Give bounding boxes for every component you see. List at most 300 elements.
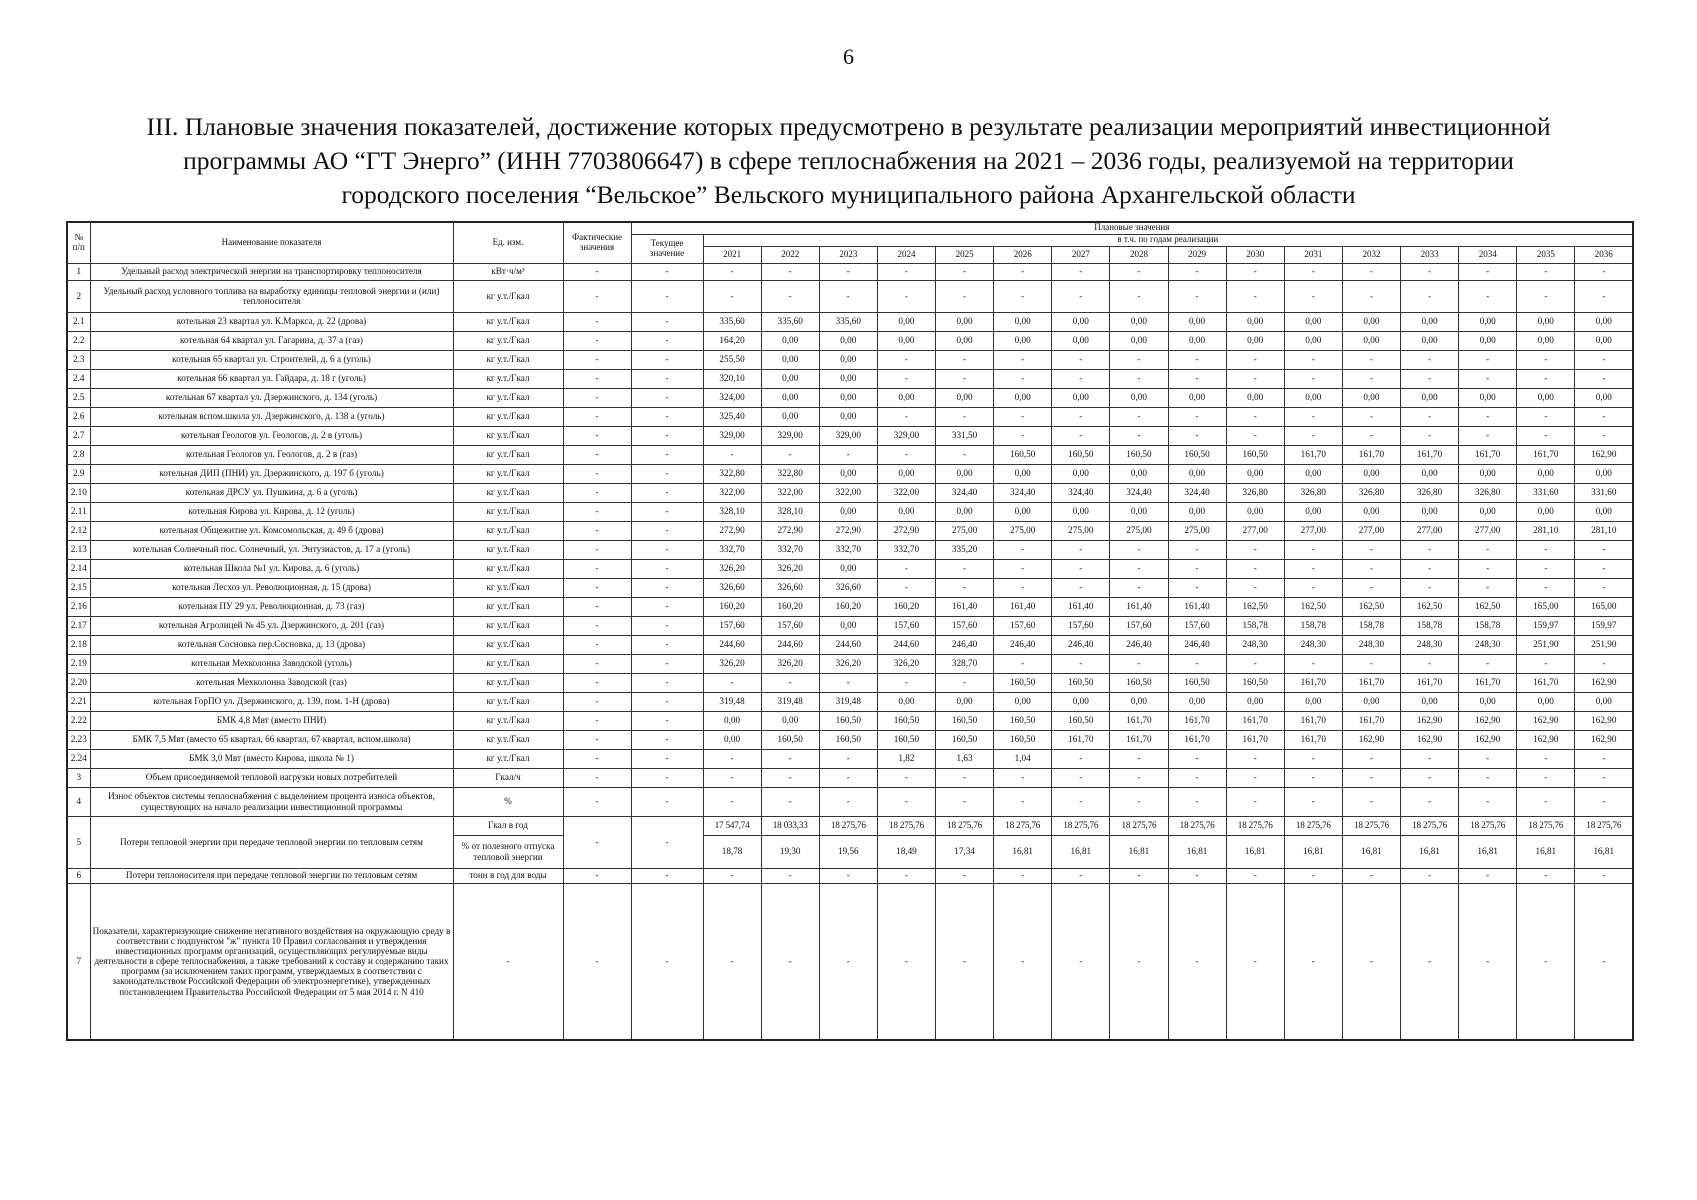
row-name: котельная 66 квартал ул. Гайдара, д. 18 г (уголь) <box>90 369 453 388</box>
row-value: - <box>819 749 877 768</box>
row-value: 0,00 <box>1459 312 1517 331</box>
header-current: Текущее значение <box>631 234 703 263</box>
row-value: - <box>877 263 935 280</box>
row-value: 0,00 <box>994 464 1052 483</box>
row-current: - <box>631 483 703 502</box>
row-actual: - <box>563 787 631 816</box>
row-value: - <box>1110 407 1168 426</box>
table-row <box>67 350 1633 369</box>
row-value: 0,00 <box>1401 312 1459 331</box>
row-value: 326,20 <box>877 654 935 673</box>
row-value: - <box>1052 280 1110 312</box>
row-value: 18 275,76 <box>1168 816 1226 835</box>
row-value: - <box>1168 787 1226 816</box>
row-value: - <box>994 883 1052 1040</box>
row-value: 326,80 <box>1401 483 1459 502</box>
row-value: 160,50 <box>1052 711 1110 730</box>
row-name: котельная 23 квартал ул. К.Маркса, д. 22 (дрова) <box>90 312 453 331</box>
row-value: 160,50 <box>936 730 994 749</box>
row-value: 328,70 <box>936 654 994 673</box>
row-value: - <box>1168 654 1226 673</box>
row-value: 1,04 <box>994 749 1052 768</box>
row-value: - <box>1575 559 1633 578</box>
table-row <box>67 616 1633 635</box>
row-current: - <box>631 521 703 540</box>
row-value: 161,70 <box>1401 445 1459 464</box>
row-value: 326,60 <box>819 578 877 597</box>
row-actual: - <box>563 312 631 331</box>
row-value: 0,00 <box>1110 692 1168 711</box>
row-value: 160,50 <box>1110 445 1168 464</box>
row-current: - <box>631 816 703 868</box>
row-value: - <box>1110 768 1168 787</box>
row-number: 2.21 <box>67 692 90 711</box>
row-value: 335,60 <box>819 312 877 331</box>
row-value: 160,20 <box>761 597 819 616</box>
row-current: - <box>631 730 703 749</box>
row-current: - <box>631 263 703 280</box>
row-unit: кг у.т./Гкал <box>453 350 563 369</box>
row-value: - <box>994 540 1052 559</box>
row-value: - <box>1168 540 1226 559</box>
row-value: 332,70 <box>761 540 819 559</box>
row-current: - <box>631 280 703 312</box>
row-current: - <box>631 883 703 1040</box>
row-current: - <box>631 578 703 597</box>
row-value: - <box>1342 787 1400 816</box>
header-year: 2027 <box>1052 246 1110 263</box>
row-value: 0,00 <box>936 692 994 711</box>
row-value: 162,50 <box>1284 597 1342 616</box>
row-value: 158,78 <box>1226 616 1284 635</box>
row-value: 157,60 <box>994 616 1052 635</box>
row-actual: - <box>563 616 631 635</box>
row-value: 281,10 <box>1517 521 1575 540</box>
row-value: - <box>936 445 994 464</box>
row-value: - <box>1401 426 1459 445</box>
row-value: - <box>1459 407 1517 426</box>
row-actual: - <box>563 654 631 673</box>
row-value: - <box>877 768 935 787</box>
row-value: - <box>761 749 819 768</box>
row-value: - <box>819 868 877 883</box>
row-value: - <box>1226 369 1284 388</box>
row-value: 160,20 <box>819 597 877 616</box>
row-value: 275,00 <box>994 521 1052 540</box>
row-value: 326,20 <box>761 654 819 673</box>
row-value: 0,00 <box>1284 388 1342 407</box>
row-value: 157,60 <box>877 616 935 635</box>
row-value: 0,00 <box>761 350 819 369</box>
row-number: 2.23 <box>67 730 90 749</box>
row-value: 160,50 <box>1168 673 1226 692</box>
row-value: - <box>994 263 1052 280</box>
row-value: 160,50 <box>877 711 935 730</box>
row-value: 161,70 <box>1284 673 1342 692</box>
row-value: 0,00 <box>936 502 994 521</box>
row-value: 157,60 <box>936 616 994 635</box>
page-number: 6 <box>843 44 854 69</box>
row-unit: кг у.т./Гкал <box>453 280 563 312</box>
row-value: - <box>1052 654 1110 673</box>
row-value: - <box>1459 749 1517 768</box>
row-value: 19,30 <box>761 835 819 868</box>
row-value: 0,00 <box>1575 692 1633 711</box>
row-value: - <box>1052 426 1110 445</box>
row-value: 160,50 <box>1052 445 1110 464</box>
table-row <box>67 426 1633 445</box>
row-value: - <box>1401 559 1459 578</box>
row-value: - <box>1575 540 1633 559</box>
row-unit: кг у.т./Гкал <box>453 445 563 464</box>
row-value: - <box>1052 263 1110 280</box>
row-value: - <box>1226 578 1284 597</box>
row-value: 0,00 <box>761 369 819 388</box>
row-number: 2.2 <box>67 331 90 350</box>
row-value: 272,90 <box>761 521 819 540</box>
row-value: 0,00 <box>1517 692 1575 711</box>
row-value: - <box>994 768 1052 787</box>
row-value: 162,50 <box>1226 597 1284 616</box>
row-value: - <box>1052 407 1110 426</box>
row-value: - <box>1226 280 1284 312</box>
row-value: 0,00 <box>1401 464 1459 483</box>
row-value: 160,20 <box>877 597 935 616</box>
row-value: 16,81 <box>1342 835 1400 868</box>
row-value: 161,70 <box>1110 730 1168 749</box>
row-value: - <box>1226 426 1284 445</box>
row-value: - <box>1575 749 1633 768</box>
row-value: 248,30 <box>1459 635 1517 654</box>
row-value: 277,00 <box>1459 521 1517 540</box>
row-value: 162,90 <box>1575 730 1633 749</box>
row-number: 2.15 <box>67 578 90 597</box>
row-value: 0,00 <box>1110 331 1168 350</box>
row-name: котельная 64 квартал ул. Гагарина, д. 37 а (газ) <box>90 331 453 350</box>
row-value: 160,50 <box>994 730 1052 749</box>
row-value: 161,70 <box>1401 673 1459 692</box>
row-value: 0,00 <box>1575 464 1633 483</box>
row-value: - <box>1284 883 1342 1040</box>
row-name: котельная Солнечный пос. Солнечный, ул. Энтузиастов, д. 17 а (уголь) <box>90 540 453 559</box>
row-value: - <box>1342 426 1400 445</box>
row-unit: кг у.т./Гкал <box>453 407 563 426</box>
row-value: - <box>1110 749 1168 768</box>
row-value: 331,60 <box>1517 483 1575 502</box>
row-value: 16,81 <box>1459 835 1517 868</box>
row-name: Показатели, характеризующие снижение негативного воздействия на окружающую среду в соответствии с подпунктом "ж" пункта 10 Правил согласования и утверждения инвестиционных программ организаций, осуществляющих регулируемые виды деятельности в сфере теплоснабжения, а также требований к составу и содержанию таких программ (за исключением таких программ, утверждаемых в соответствии с законодательством Российской Федерации об электроэнергетике), утвержденных постановлением Правительства Российской Федерации от 5 мая 2014 г. N 410 <box>90 883 453 1040</box>
header-year: 2031 <box>1284 246 1342 263</box>
row-value: 0,00 <box>819 407 877 426</box>
row-value: - <box>877 369 935 388</box>
row-value: 158,78 <box>1401 616 1459 635</box>
header-year: 2032 <box>1342 246 1400 263</box>
row-actual: - <box>563 521 631 540</box>
row-number: 2 <box>67 280 90 312</box>
row-value: - <box>1168 883 1226 1040</box>
row-value: - <box>1284 280 1342 312</box>
row-value: - <box>1110 540 1168 559</box>
row-value: - <box>1575 787 1633 816</box>
row-value: 161,40 <box>994 597 1052 616</box>
row-value: - <box>994 787 1052 816</box>
row-value: - <box>1342 559 1400 578</box>
row-value: - <box>877 883 935 1040</box>
row-current: - <box>631 331 703 350</box>
row-value: 329,00 <box>703 426 761 445</box>
row-value: - <box>1342 350 1400 369</box>
row-unit: кг у.т./Гкал <box>453 502 563 521</box>
row-value: 324,40 <box>936 483 994 502</box>
row-value: 0,00 <box>1517 331 1575 350</box>
row-actual: - <box>563 692 631 711</box>
row-value: - <box>994 280 1052 312</box>
header-year: 2024 <box>877 246 935 263</box>
row-value: 322,00 <box>703 483 761 502</box>
row-value: - <box>1401 540 1459 559</box>
row-value: - <box>819 280 877 312</box>
row-value: - <box>936 578 994 597</box>
row-number: 2.8 <box>67 445 90 464</box>
row-value: 160,50 <box>1226 445 1284 464</box>
row-value: 0,00 <box>1226 464 1284 483</box>
row-value: - <box>994 559 1052 578</box>
row-value: - <box>1401 787 1459 816</box>
row-actual: - <box>563 280 631 312</box>
row-value: 0,00 <box>1342 388 1400 407</box>
row-value: 18 275,76 <box>1284 816 1342 835</box>
row-value: 0,00 <box>1052 464 1110 483</box>
row-value: 335,60 <box>761 312 819 331</box>
row-value: - <box>1052 787 1110 816</box>
row-name: Износ объектов системы теплоснабжения с выделением процента износа объектов, существующих на начало реализации инвестиционной программы <box>90 787 453 816</box>
row-value: 248,30 <box>1284 635 1342 654</box>
row-value: - <box>703 263 761 280</box>
row-value: 326,60 <box>761 578 819 597</box>
row-value: - <box>1517 578 1575 597</box>
row-number: 2.9 <box>67 464 90 483</box>
row-unit: кг у.т./Гкал <box>453 578 563 597</box>
row-actual: - <box>563 464 631 483</box>
row-value: 331,50 <box>936 426 994 445</box>
row-value: - <box>1168 280 1226 312</box>
row-value: 16,81 <box>994 835 1052 868</box>
row-value: - <box>1226 263 1284 280</box>
row-value: 319,48 <box>819 692 877 711</box>
row-value: - <box>1575 263 1633 280</box>
row-value: - <box>819 768 877 787</box>
header-actual: Фактические значения <box>563 222 631 263</box>
row-actual: - <box>563 502 631 521</box>
row-value: 165,00 <box>1575 597 1633 616</box>
row-current: - <box>631 426 703 445</box>
row-current: - <box>631 350 703 369</box>
table-row <box>67 483 1633 502</box>
row-value: - <box>1226 654 1284 673</box>
row-value: 0,00 <box>877 502 935 521</box>
row-name: котельная ДИП (ПНИ) ул. Дзержинского, д. 197 б (уголь) <box>90 464 453 483</box>
row-value: 0,00 <box>1459 331 1517 350</box>
row-value: - <box>1401 280 1459 312</box>
row-value: - <box>1459 787 1517 816</box>
row-value: 0,00 <box>819 502 877 521</box>
row-actual: - <box>563 331 631 350</box>
row-value: 16,81 <box>1284 835 1342 868</box>
row-actual: - <box>563 407 631 426</box>
row-value: 0,00 <box>1342 692 1400 711</box>
row-value: 246,40 <box>1168 635 1226 654</box>
row-value: 326,80 <box>1226 483 1284 502</box>
table-row <box>67 280 1633 312</box>
row-value: 0,00 <box>1168 464 1226 483</box>
row-value: 326,80 <box>1342 483 1400 502</box>
row-value: - <box>703 749 761 768</box>
row-value: - <box>1168 369 1226 388</box>
row-value: 16,81 <box>1168 835 1226 868</box>
row-value: - <box>1342 280 1400 312</box>
row-value: 0,00 <box>1284 331 1342 350</box>
row-value: - <box>703 883 761 1040</box>
row-value: 160,50 <box>1168 445 1226 464</box>
row-value: 161,70 <box>1284 730 1342 749</box>
row-value: - <box>1575 350 1633 369</box>
row-value: 0,00 <box>1052 331 1110 350</box>
row-current: - <box>631 388 703 407</box>
row-value: 165,00 <box>1517 597 1575 616</box>
row-value: 161,40 <box>936 597 994 616</box>
row-value: 0,00 <box>819 559 877 578</box>
row-number: 6 <box>67 868 90 883</box>
row-actual: - <box>563 445 631 464</box>
row-value: 0,00 <box>1110 464 1168 483</box>
row-value: 0,00 <box>819 350 877 369</box>
row-value: 248,30 <box>1401 635 1459 654</box>
row-value: 244,60 <box>703 635 761 654</box>
row-value: - <box>1459 369 1517 388</box>
row-value: 0,00 <box>1110 502 1168 521</box>
row-value: 281,10 <box>1575 521 1633 540</box>
row-value: 0,00 <box>1575 502 1633 521</box>
row-value: 324,00 <box>703 388 761 407</box>
row-value: 162,90 <box>1575 445 1633 464</box>
row-value: - <box>1575 280 1633 312</box>
row-number: 2.10 <box>67 483 90 502</box>
row-value: - <box>1110 787 1168 816</box>
row-number: 5 <box>67 816 90 868</box>
table-row <box>67 464 1633 483</box>
row-value: 324,40 <box>1052 483 1110 502</box>
row-value: 332,70 <box>703 540 761 559</box>
row-value: 248,30 <box>1342 635 1400 654</box>
row-value: 324,40 <box>994 483 1052 502</box>
row-value: 18,49 <box>877 835 935 868</box>
row-value: 19,56 <box>819 835 877 868</box>
table-row <box>67 673 1633 692</box>
row-value: 18 275,76 <box>1052 816 1110 835</box>
row-value: - <box>761 868 819 883</box>
row-value: - <box>1052 369 1110 388</box>
row-value: - <box>1459 540 1517 559</box>
row-value: 0,00 <box>1342 502 1400 521</box>
row-number: 2.18 <box>67 635 90 654</box>
row-value: 0,00 <box>1342 464 1400 483</box>
row-value: 329,00 <box>761 426 819 445</box>
row-value: 162,90 <box>1517 730 1575 749</box>
row-unit: кг у.т./Гкал <box>453 312 563 331</box>
table-row <box>67 263 1633 280</box>
row-value: - <box>1284 407 1342 426</box>
row-value: 0,00 <box>1575 388 1633 407</box>
row-value: - <box>1052 350 1110 369</box>
row-value: - <box>1342 654 1400 673</box>
row-value: - <box>994 868 1052 883</box>
row-value: - <box>1110 280 1168 312</box>
row-value: 0,00 <box>877 692 935 711</box>
row-value: - <box>1459 578 1517 597</box>
header-year: 2022 <box>761 246 819 263</box>
row-unit: % <box>453 787 563 816</box>
row-current: - <box>631 768 703 787</box>
row-value: 0,00 <box>936 464 994 483</box>
row-value: 244,60 <box>877 635 935 654</box>
title-line: III. Плановые значения показателей, достижение которых предусмотрено в результате реализации мероприятий инвестиционной <box>146 112 1551 141</box>
row-value: - <box>877 559 935 578</box>
row-value: 0,00 <box>819 331 877 350</box>
row-number: 7 <box>67 883 90 1040</box>
row-current: - <box>631 540 703 559</box>
row-value: - <box>936 369 994 388</box>
row-number: 2.16 <box>67 597 90 616</box>
row-value: 158,78 <box>1342 616 1400 635</box>
row-value: 322,00 <box>819 483 877 502</box>
row-value: 326,80 <box>1459 483 1517 502</box>
row-value: 329,00 <box>819 426 877 445</box>
row-value: - <box>1575 868 1633 883</box>
row-value: - <box>1110 350 1168 369</box>
row-value: - <box>1168 426 1226 445</box>
row-value: 161,70 <box>1517 673 1575 692</box>
row-value: - <box>1575 369 1633 388</box>
row-value: - <box>1459 263 1517 280</box>
row-value: - <box>1226 559 1284 578</box>
row-current: - <box>631 868 703 883</box>
row-value: 157,60 <box>1052 616 1110 635</box>
row-value: 246,40 <box>994 635 1052 654</box>
row-number: 2.19 <box>67 654 90 673</box>
row-value: 161,70 <box>1342 673 1400 692</box>
row-unit: кг у.т./Гкал <box>453 673 563 692</box>
row-current: - <box>631 312 703 331</box>
row-name: котельная Лесхоз ул. Революционная, д. 15 (дрова) <box>90 578 453 597</box>
row-value: 0,00 <box>761 407 819 426</box>
table-row <box>67 868 1633 883</box>
header-year: 2028 <box>1110 246 1168 263</box>
row-value: - <box>1168 407 1226 426</box>
row-value: 246,40 <box>936 635 994 654</box>
row-name: котельная Общежитие ул. Комсомольская, д. 49 б (дрова) <box>90 521 453 540</box>
row-value: 0,00 <box>1517 388 1575 407</box>
row-value: - <box>1284 263 1342 280</box>
row-current: - <box>631 635 703 654</box>
row-current: - <box>631 559 703 578</box>
row-value: - <box>1284 868 1342 883</box>
row-value: - <box>703 787 761 816</box>
row-unit: кг у.т./Гкал <box>453 559 563 578</box>
row-value: 0,00 <box>819 616 877 635</box>
row-value: - <box>1401 578 1459 597</box>
row-unit: кг у.т./Гкал <box>453 483 563 502</box>
row-value: 275,00 <box>1052 521 1110 540</box>
